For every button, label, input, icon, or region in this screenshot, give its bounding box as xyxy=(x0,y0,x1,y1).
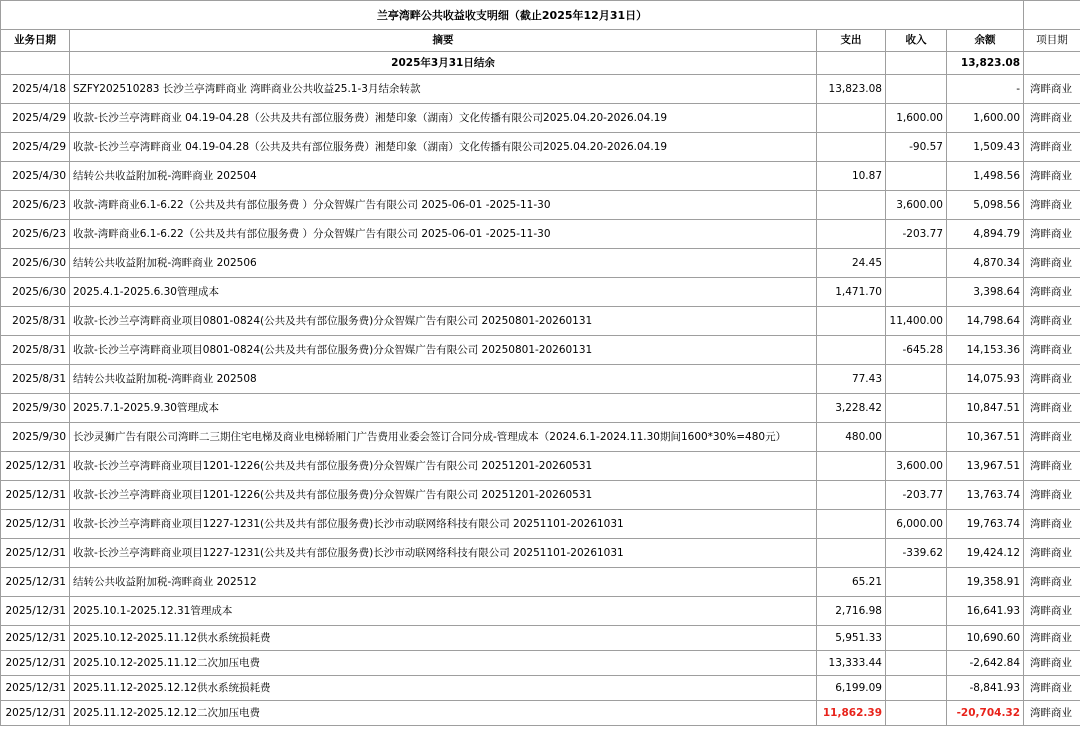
opening-label: 2025年3月31日结余 xyxy=(70,52,817,75)
table-row xyxy=(1,676,1080,701)
table-row xyxy=(1,568,1080,597)
cell-date: 2025/12/31 xyxy=(1,568,70,597)
cell-out xyxy=(817,510,886,539)
cell-summary: 收款-长沙兰亭湾畔商业项目0801-0824(公共及共有部位服务费)分众智媒广告有限公司 20250801-20260131 xyxy=(70,336,817,365)
cell-in xyxy=(886,278,947,307)
cell-in xyxy=(886,626,947,651)
cell-out: 1,471.70 xyxy=(817,278,886,307)
col-header-summary: 摘要 xyxy=(70,30,817,52)
page-title: 兰亭湾畔公共收益收支明细（截止2025年12月31日） xyxy=(1,1,1024,30)
cell-balance: 1,509.43 xyxy=(947,133,1024,162)
cell-in: -339.62 xyxy=(886,539,947,568)
cell-summary: 收款-湾畔商业6.1-6.22（公共及共有部位服务费 ）分众智媒广告有限公司 2025-06-01 -2025-11-30 xyxy=(70,191,817,220)
cell-balance: 10,367.51 xyxy=(947,423,1024,452)
cell-balance: 19,763.74 xyxy=(947,510,1024,539)
cell-balance: 13,763.74 xyxy=(947,481,1024,510)
table-row xyxy=(1,701,1080,726)
col-header-date: 业务日期 xyxy=(1,30,70,52)
cell-balance: 19,424.12 xyxy=(947,539,1024,568)
cell-balance: 14,153.36 xyxy=(947,336,1024,365)
cell-balance: 4,894.79 xyxy=(947,220,1024,249)
cell-project: 湾畔商业 xyxy=(1024,510,1080,539)
opening-balance-row xyxy=(1,52,1080,75)
cell-out xyxy=(817,133,886,162)
cell-in: 6,000.00 xyxy=(886,510,947,539)
cell-summary: 长沙灵狮广告有限公司湾畔二三期住宅电梯及商业电梯轿厢门广告费用业委会签订合同分成-管理成本（2024.6.1-2024.11.30期间1600*30%=480元） xyxy=(70,423,817,452)
col-header-project: 项目期 xyxy=(1024,30,1080,52)
cell-project: 湾畔商业 xyxy=(1024,539,1080,568)
cell-date: 2025/6/30 xyxy=(1,249,70,278)
table-row xyxy=(1,336,1080,365)
table-row xyxy=(1,133,1080,162)
cell-out xyxy=(817,191,886,220)
cell-date: 2025/9/30 xyxy=(1,423,70,452)
table-row xyxy=(1,307,1080,336)
cell-out: 3,228.42 xyxy=(817,394,886,423)
cell-date: 2025/9/30 xyxy=(1,394,70,423)
cell-project: 湾畔商业 xyxy=(1024,336,1080,365)
col-header-in: 收入 xyxy=(886,30,947,52)
cell-project: 湾畔商业 xyxy=(1024,278,1080,307)
cell-date: 2025/12/31 xyxy=(1,651,70,676)
cell-in xyxy=(886,651,947,676)
table-row xyxy=(1,249,1080,278)
cell-date: 2025/6/30 xyxy=(1,278,70,307)
cell-balance: 19,358.91 xyxy=(947,568,1024,597)
cell-date: 2025/8/31 xyxy=(1,336,70,365)
table-row xyxy=(1,220,1080,249)
cell-summary: 收款-长沙兰亭湾畔商业项目1201-1226(公共及共有部位服务费)分众智媒广告有限公司 20251201-20260531 xyxy=(70,452,817,481)
cell-date: 2025/6/23 xyxy=(1,191,70,220)
cell-in xyxy=(886,249,947,278)
cell-out xyxy=(817,220,886,249)
cell-in: -645.28 xyxy=(886,336,947,365)
cell-balance: 10,690.60 xyxy=(947,626,1024,651)
cell-date: 2025/4/18 xyxy=(1,75,70,104)
cell-in xyxy=(886,365,947,394)
opening-empty-out xyxy=(817,52,886,75)
cell-summary: 2025.10.12-2025.11.12供水系统损耗费 xyxy=(70,626,817,651)
table-row xyxy=(1,510,1080,539)
cell-in: 3,600.00 xyxy=(886,452,947,481)
cell-summary: 结转公共收益附加税-湾畔商业 202508 xyxy=(70,365,817,394)
cell-out: 480.00 xyxy=(817,423,886,452)
cell-balance: 4,870.34 xyxy=(947,249,1024,278)
cell-project: 湾畔商业 xyxy=(1024,162,1080,191)
cell-in: -90.57 xyxy=(886,133,947,162)
cell-out: 65.21 xyxy=(817,568,886,597)
header-row xyxy=(1,30,1080,52)
cell-balance: -8,841.93 xyxy=(947,676,1024,701)
cell-out: 10.87 xyxy=(817,162,886,191)
cell-in: 1,600.00 xyxy=(886,104,947,133)
table-row xyxy=(1,452,1080,481)
cell-summary: 2025.4.1-2025.6.30管理成本 xyxy=(70,278,817,307)
table-row xyxy=(1,162,1080,191)
opening-empty-in xyxy=(886,52,947,75)
cell-balance: - xyxy=(947,75,1024,104)
cell-project: 湾畔商业 xyxy=(1024,394,1080,423)
title-row xyxy=(1,1,1080,30)
cell-date: 2025/12/31 xyxy=(1,676,70,701)
cell-project: 湾畔商业 xyxy=(1024,75,1080,104)
cell-project: 湾畔商业 xyxy=(1024,249,1080,278)
cell-project: 湾畔商业 xyxy=(1024,481,1080,510)
cell-out: 5,951.33 xyxy=(817,626,886,651)
cell-out xyxy=(817,539,886,568)
cell-balance: 14,798.64 xyxy=(947,307,1024,336)
cell-date: 2025/8/31 xyxy=(1,365,70,394)
cell-project: 湾畔商业 xyxy=(1024,452,1080,481)
cell-balance: 13,967.51 xyxy=(947,452,1024,481)
cell-balance: 1,498.56 xyxy=(947,162,1024,191)
cell-out: 11,862.39 xyxy=(817,701,886,726)
cell-date: 2025/12/31 xyxy=(1,701,70,726)
cell-project: 湾畔商业 xyxy=(1024,104,1080,133)
cell-out: 2,716.98 xyxy=(817,597,886,626)
table-row xyxy=(1,394,1080,423)
table-row xyxy=(1,423,1080,452)
cell-project: 湾畔商业 xyxy=(1024,191,1080,220)
cell-project: 湾畔商业 xyxy=(1024,133,1080,162)
cell-in: -203.77 xyxy=(886,220,947,249)
cell-balance: 3,398.64 xyxy=(947,278,1024,307)
table-row xyxy=(1,651,1080,676)
cell-summary: 结转公共收益附加税-湾畔商业 202504 xyxy=(70,162,817,191)
opening-empty-proj xyxy=(1024,52,1080,75)
cell-out: 13,333.44 xyxy=(817,651,886,676)
cell-summary: SZFY202510283 长沙兰亭湾畔商业 湾畔商业公共收益25.1-3月结余转款 xyxy=(70,75,817,104)
cell-project: 湾畔商业 xyxy=(1024,307,1080,336)
cell-project: 湾畔商业 xyxy=(1024,651,1080,676)
cell-summary: 结转公共收益附加税-湾畔商业 202512 xyxy=(70,568,817,597)
cell-out: 24.45 xyxy=(817,249,886,278)
col-header-balance: 余额 xyxy=(947,30,1024,52)
cell-date: 2025/12/31 xyxy=(1,510,70,539)
table-row xyxy=(1,365,1080,394)
cell-balance: 1,600.00 xyxy=(947,104,1024,133)
cell-summary: 收款-长沙兰亭湾畔商业项目0801-0824(公共及共有部位服务费)分众智媒广告有限公司 20250801-20260131 xyxy=(70,307,817,336)
cell-summary: 收款-湾畔商业6.1-6.22（公共及共有部位服务费 ）分众智媒广告有限公司 2025-06-01 -2025-11-30 xyxy=(70,220,817,249)
cell-out: 6,199.09 xyxy=(817,676,886,701)
table-row xyxy=(1,481,1080,510)
cell-summary: 2025.11.12-2025.12.12供水系统损耗费 xyxy=(70,676,817,701)
cell-date: 2025/4/29 xyxy=(1,104,70,133)
cell-date: 2025/4/30 xyxy=(1,162,70,191)
table-row xyxy=(1,75,1080,104)
cell-summary: 收款-长沙兰亭湾畔商业项目1227-1231(公共及共有部位服务费)长沙市动联网络科技有限公司 20251101-20261031 xyxy=(70,539,817,568)
cell-project: 湾畔商业 xyxy=(1024,701,1080,726)
cell-in xyxy=(886,701,947,726)
cell-out xyxy=(817,104,886,133)
cell-date: 2025/12/31 xyxy=(1,481,70,510)
cell-balance: 10,847.51 xyxy=(947,394,1024,423)
table-row xyxy=(1,626,1080,651)
cell-project: 湾畔商业 xyxy=(1024,626,1080,651)
cell-out xyxy=(817,481,886,510)
cell-summary: 收款-长沙兰亭湾畔商业项目1201-1226(公共及共有部位服务费)分众智媒广告有限公司 20251201-20260531 xyxy=(70,481,817,510)
cell-date: 2025/12/31 xyxy=(1,626,70,651)
table-row xyxy=(1,104,1080,133)
cell-balance: -20,704.32 xyxy=(947,701,1024,726)
cell-project: 湾畔商业 xyxy=(1024,423,1080,452)
cell-date: 2025/8/31 xyxy=(1,307,70,336)
table-row xyxy=(1,278,1080,307)
cell-in: 3,600.00 xyxy=(886,191,947,220)
cell-in xyxy=(886,597,947,626)
cell-balance: 14,075.93 xyxy=(947,365,1024,394)
cell-in xyxy=(886,423,947,452)
cell-summary: 收款-长沙兰亭湾畔商业 04.19-04.28（公共及共有部位服务费）湘楚印象（湖南）文化传播有限公司2025.04.20-2026.04.19 xyxy=(70,104,817,133)
cell-out xyxy=(817,307,886,336)
cell-in xyxy=(886,568,947,597)
cell-project: 湾畔商业 xyxy=(1024,365,1080,394)
opening-balance: 13,823.08 xyxy=(947,52,1024,75)
cell-project: 湾畔商业 xyxy=(1024,220,1080,249)
cell-date: 2025/12/31 xyxy=(1,597,70,626)
table-row xyxy=(1,191,1080,220)
cell-date: 2025/4/29 xyxy=(1,133,70,162)
cell-out: 77.43 xyxy=(817,365,886,394)
cell-in: 11,400.00 xyxy=(886,307,947,336)
cell-summary: 2025.10.1-2025.12.31管理成本 xyxy=(70,597,817,626)
cell-date: 2025/12/31 xyxy=(1,452,70,481)
cell-in xyxy=(886,75,947,104)
cell-summary: 2025.11.12-2025.12.12二次加压电费 xyxy=(70,701,817,726)
cell-in xyxy=(886,676,947,701)
cell-summary: 收款-长沙兰亭湾畔商业 04.19-04.28（公共及共有部位服务费）湘楚印象（湖南）文化传播有限公司2025.04.20-2026.04.19 xyxy=(70,133,817,162)
cell-summary: 结转公共收益附加税-湾畔商业 202506 xyxy=(70,249,817,278)
cell-balance: 16,641.93 xyxy=(947,597,1024,626)
cell-date: 2025/6/23 xyxy=(1,220,70,249)
cell-summary: 收款-长沙兰亭湾畔商业项目1227-1231(公共及共有部位服务费)长沙市动联网络科技有限公司 20251101-20261031 xyxy=(70,510,817,539)
cell-project: 湾畔商业 xyxy=(1024,676,1080,701)
cell-summary: 2025.7.1-2025.9.30管理成本 xyxy=(70,394,817,423)
cell-date: 2025/12/31 xyxy=(1,539,70,568)
cell-out xyxy=(817,452,886,481)
col-header-out: 支出 xyxy=(817,30,886,52)
cell-out xyxy=(817,336,886,365)
cell-out: 13,823.08 xyxy=(817,75,886,104)
cell-balance: -2,642.84 xyxy=(947,651,1024,676)
table-row xyxy=(1,539,1080,568)
cell-in: -203.77 xyxy=(886,481,947,510)
cell-project: 湾畔商业 xyxy=(1024,597,1080,626)
opening-empty-date xyxy=(1,52,70,75)
cell-in xyxy=(886,394,947,423)
table-row xyxy=(1,597,1080,626)
title-spacer xyxy=(1024,1,1080,30)
cell-balance: 5,098.56 xyxy=(947,191,1024,220)
cell-project: 湾畔商业 xyxy=(1024,568,1080,597)
cell-summary: 2025.10.12-2025.11.12二次加压电费 xyxy=(70,651,817,676)
cell-in xyxy=(886,162,947,191)
